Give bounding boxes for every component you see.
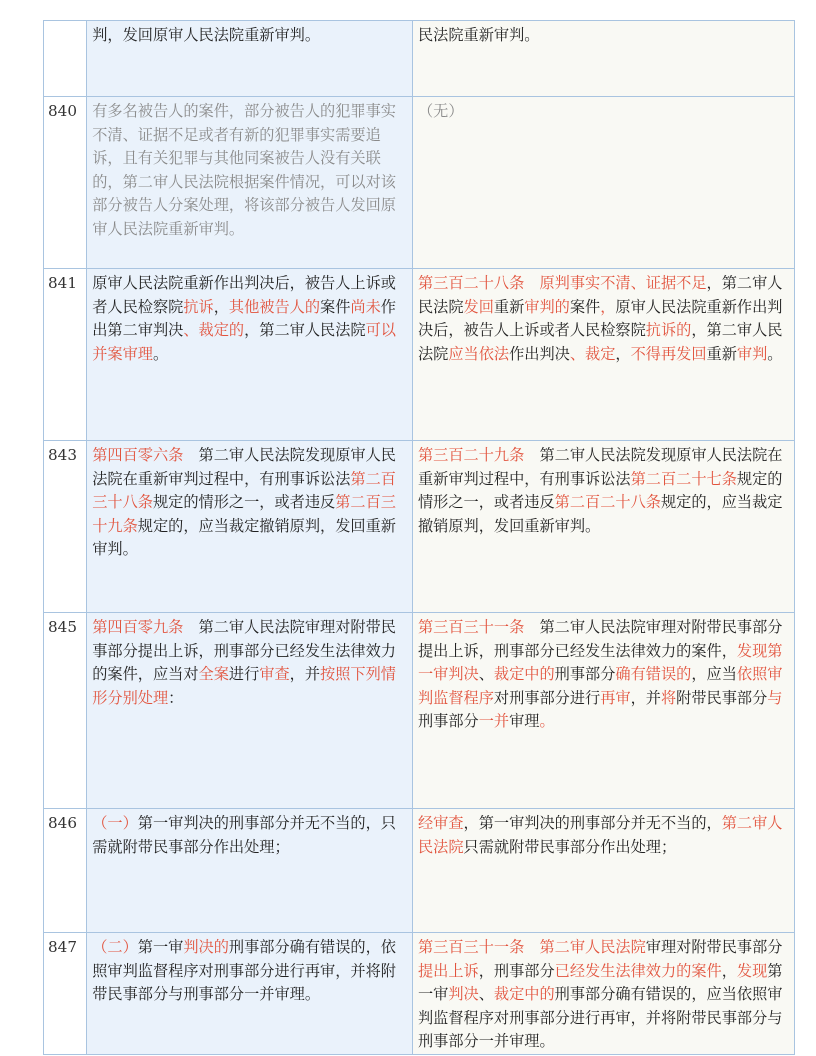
highlighted-text: 发现第一审判决	[417, 641, 783, 684]
row-number: 843	[44, 441, 87, 613]
provision-text: 审理	[509, 712, 540, 731]
provision-text: ，	[615, 344, 631, 363]
provision-text: 原审人民法院重新作出判决后，被告人上诉或者人民检察院	[92, 274, 396, 316]
table-body	[44, 21, 795, 1055]
highlighted-text: 审查	[259, 665, 290, 684]
highlighted-text: （一）	[92, 814, 138, 832]
highlighted-text: 与	[767, 688, 783, 707]
provision-text: 刑事部分确有错误的，依照审判监督程序对刑事部分进行再审，并将附带民事部分与刑事部分一并审理。	[92, 938, 396, 1004]
new-provision-cell	[87, 21, 413, 97]
provision-text: 刑事部分确有错误的，应当依照审判监督程序对刑事部分进行再审，并将附带民事部分与刑事部分一并审理。	[417, 985, 783, 1051]
provision-text: 只需就附带民事部分作出处理；	[463, 837, 677, 856]
highlighted-text: 第二审人民法院	[417, 814, 783, 856]
provision-text: 、	[478, 665, 494, 684]
new-provision-cell	[87, 441, 413, 613]
provision-text: 第二审人民法院审理对附带民事部分提出上诉，刑事部分已经发生法律效力的案件，	[417, 618, 783, 660]
table-row	[44, 613, 795, 809]
highlighted-text: 不得再发回	[630, 344, 707, 363]
highlighted-text: 第二百三十九条	[92, 493, 396, 535]
provision-text: ，	[213, 297, 229, 316]
provision-text: ，第二审人民法院	[244, 321, 366, 340]
provision-text: 作出第二审判决	[92, 297, 396, 340]
provision-text: 刑事部分	[554, 665, 616, 684]
highlighted-text: 第二百三十八条	[92, 469, 396, 512]
table-row	[44, 97, 795, 269]
old-provision-cell	[412, 97, 794, 269]
old-provision-cell	[412, 441, 794, 613]
provision-text: 有多名被告人的案件，部分被告人的犯罪事实不清、证据不足或者有新的犯罪事实需要追诉，且有关犯罪与其他同案被告人没有关联的，第二审人民法院根据案件情况，可以对该部分被告人分案处理，将该部分被告人发回原审人民法院重新审判。	[92, 102, 396, 238]
provision-text: 重新	[706, 344, 737, 363]
highlighted-text: ，	[600, 297, 616, 316]
provision-text: ，第二审人民法院	[417, 274, 783, 316]
old-provision-cell	[412, 933, 794, 1055]
provision-text: 进行	[228, 665, 260, 684]
row-number: 840	[44, 97, 87, 269]
highlighted-text: 第三百二十八条 原判事实不清、证据不足	[417, 274, 707, 292]
highlighted-text: 提出上诉	[417, 961, 479, 980]
provision-text: ，并	[630, 688, 661, 707]
provision-text: 案件	[569, 297, 601, 316]
provision-text: （无）	[417, 102, 464, 120]
highlighted-text: 审判的	[524, 297, 570, 316]
table-row	[44, 441, 795, 613]
highlighted-text: 第四百零六条	[92, 446, 184, 464]
provision-text: ，第二审人民法院	[417, 321, 783, 363]
highlighted-text: 全案	[198, 665, 229, 684]
provision-text: 规定的，应当裁定撤销原判，发回重新审判。	[92, 516, 396, 559]
provision-text: 作出判决	[509, 344, 570, 363]
highlighted-text: 确有错误的	[615, 665, 692, 684]
provision-text: 民法院重新审判。	[417, 26, 540, 44]
highlighted-text: 按照下列情形分别处理	[92, 665, 396, 707]
table-row	[44, 21, 795, 97]
provision-text: ，第一审判决的刑事部分并无不当的，	[463, 814, 722, 832]
provision-text: 原审人民法院重新作出判决后，被告人上诉或者人民检察院	[417, 297, 783, 340]
highlighted-text: 第二百二十七条	[630, 469, 737, 488]
provision-text: 第二审人民法院发现原审人民法院在重新审判过程中，有刑事诉讼法	[92, 446, 396, 488]
comparison-table	[43, 20, 795, 1055]
highlighted-text: 依照审判监督程序	[417, 665, 783, 707]
new-provision-cell	[87, 613, 413, 809]
old-provision-cell	[412, 21, 794, 97]
highlighted-text: 第二百二十八条	[554, 493, 661, 512]
highlighted-text: 发现	[736, 961, 768, 980]
provision-text: 附带民事部分	[676, 688, 768, 707]
highlighted-text: 判决的	[183, 938, 229, 956]
highlighted-text: 第三百三十一条	[417, 618, 525, 636]
highlighted-text: 判决	[448, 985, 479, 1004]
new-provision-cell	[87, 933, 413, 1055]
provision-text: 对刑事部分进行	[493, 688, 601, 707]
highlighted-text: 再审	[600, 688, 631, 707]
highlighted-text: 第四百零九条	[92, 618, 184, 636]
provision-text: 。	[152, 344, 169, 363]
highlighted-text: 第三百二十九条	[417, 446, 525, 464]
provision-text: 判，发回原审人民法院重新审判。	[92, 26, 321, 44]
provision-text: ，应当	[691, 665, 737, 684]
provision-text: 重新	[493, 297, 525, 316]
highlighted-text: 一并	[478, 712, 510, 731]
provision-text: 第二审人民法院发现原审人民法院在重新审判过程中，有刑事诉讼法	[417, 446, 783, 488]
table-row	[44, 269, 795, 441]
provision-text: ：	[168, 688, 184, 707]
highlighted-text: 将	[660, 688, 677, 707]
row-number: 841	[44, 269, 87, 441]
highlighted-text: 其他被告人的	[228, 297, 321, 316]
highlighted-text: 发回	[463, 297, 494, 316]
row-number	[44, 21, 87, 97]
highlighted-text: 可以并案审理	[92, 321, 396, 363]
new-provision-cell	[87, 809, 413, 933]
table-row	[44, 933, 795, 1055]
provision-text: 、	[478, 985, 494, 1004]
provision-text: ，	[721, 961, 737, 980]
old-provision-cell	[412, 269, 794, 441]
highlighted-text: 经审查	[417, 814, 464, 832]
provision-text: ，并	[289, 665, 321, 684]
row-number: 846	[44, 809, 87, 933]
highlighted-text: 裁定中的	[493, 985, 555, 1004]
provision-text: 规定的情形之一，或者违反	[417, 469, 783, 512]
highlighted-text: 审判	[736, 344, 768, 363]
provision-text: 第一审	[137, 938, 184, 956]
provision-text: 第一审判决的刑事部分并无不当的，只需就附带民事部分作出处理；	[92, 814, 396, 856]
new-provision-cell	[87, 269, 413, 441]
new-provision-cell	[87, 97, 413, 269]
provision-text: 规定的，应当裁定撤销原判，发回重新审判。	[417, 493, 783, 535]
highlighted-text: 、裁定	[569, 344, 616, 363]
row-number: 847	[44, 933, 87, 1055]
highlighted-text: 抗诉	[183, 297, 214, 316]
highlighted-text: 第三百三十一条 第二审人民法院	[417, 938, 646, 956]
highlighted-text: 尚未	[350, 297, 381, 316]
highlighted-text: 。	[539, 712, 555, 731]
highlighted-text: 抗诉的	[645, 321, 692, 340]
highlighted-text: 裁定中的	[493, 665, 555, 684]
highlighted-text: （二）	[92, 938, 138, 956]
provision-text: 规定的情形之一，或者违反	[152, 493, 336, 512]
old-provision-cell	[412, 809, 794, 933]
table-row	[44, 809, 795, 933]
provision-text: 。	[767, 344, 783, 363]
provision-text: 第一审	[417, 961, 783, 1004]
highlighted-text: 应当依法	[448, 344, 510, 363]
highlighted-text: 已经发生法律效力的案件	[554, 961, 722, 980]
provision-text: 刑事部分	[417, 712, 479, 731]
provision-text: 案件	[320, 297, 351, 316]
provision-text: 审理对附带民事部分	[645, 938, 783, 956]
provision-text: ，刑事部分	[478, 961, 555, 980]
row-number: 845	[44, 613, 87, 809]
highlighted-text: 、裁定的	[183, 321, 245, 340]
provision-text: 第二审人民法院审理对附带民事部分提出上诉，刑事部分已经发生法律效力的案件，应当对	[92, 618, 396, 684]
old-provision-cell	[412, 613, 794, 809]
